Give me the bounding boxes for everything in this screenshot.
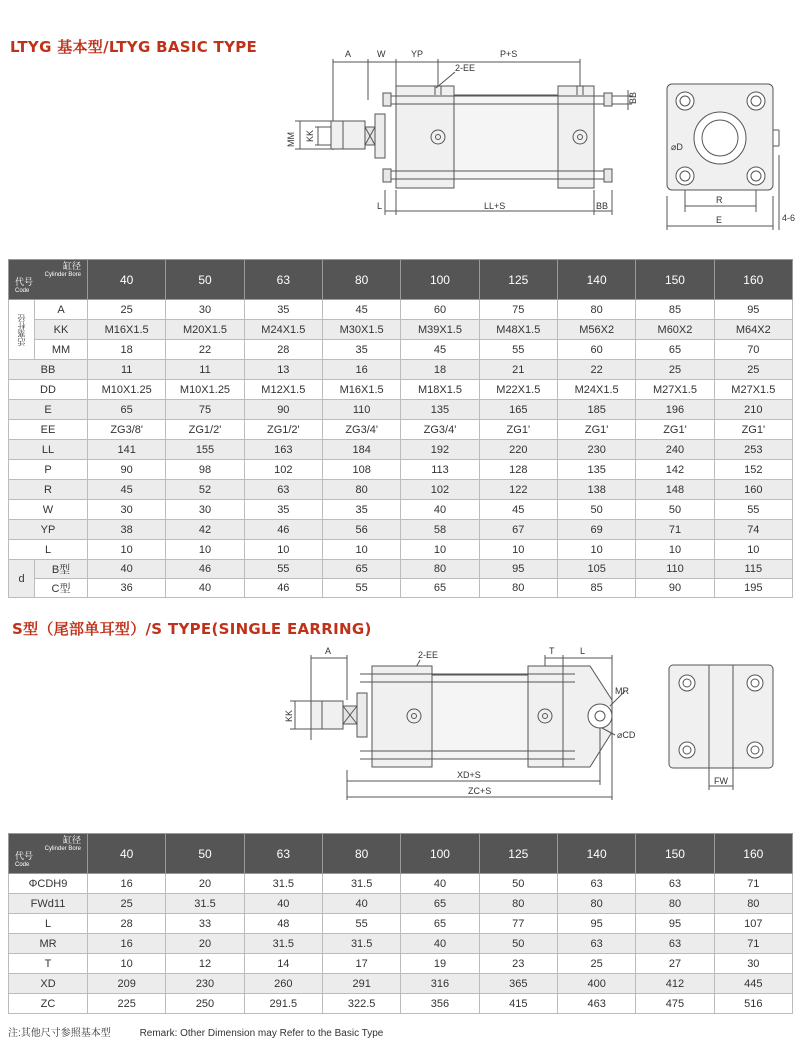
table-cell: M22X1.5 bbox=[479, 380, 557, 400]
table-cell: 102 bbox=[244, 460, 322, 480]
dim-P-S: P+S bbox=[500, 49, 518, 59]
table-cell: 138 bbox=[557, 480, 635, 500]
bore-header: 50 bbox=[166, 834, 244, 874]
table-cell: 30 bbox=[714, 954, 792, 974]
bore-header: 140 bbox=[557, 260, 635, 300]
table-cell: 415 bbox=[479, 994, 557, 1014]
row-code: L bbox=[9, 914, 88, 934]
table-cell: 10 bbox=[714, 540, 792, 560]
table-cell: 18 bbox=[88, 340, 166, 360]
row-code: YP bbox=[9, 520, 88, 540]
table-cell: 412 bbox=[636, 974, 714, 994]
remark-en: Remark: Other Dimension may Refer to the Basic Type bbox=[139, 1028, 384, 1039]
table-cell: 20 bbox=[166, 874, 244, 894]
table-cell: 185 bbox=[557, 400, 635, 420]
bore-header: 63 bbox=[244, 834, 322, 874]
table-cell: 291.5 bbox=[244, 994, 322, 1014]
table-cell: 14 bbox=[244, 954, 322, 974]
table-cell: 31.5 bbox=[322, 874, 400, 894]
table-row bbox=[9, 994, 793, 1014]
table-cell: 322.5 bbox=[322, 994, 400, 1014]
table-cell: 17 bbox=[322, 954, 400, 974]
table-cell: 115 bbox=[714, 560, 792, 579]
table-cell: 45 bbox=[88, 480, 166, 500]
table-cell: 23 bbox=[479, 954, 557, 974]
table2-corner-header: 缸径 Cylinder Bore 代号 Code bbox=[9, 834, 88, 874]
s-dim-XD-S: XD+S bbox=[457, 770, 481, 780]
table-cell: 10 bbox=[401, 540, 479, 560]
table-cell: 77 bbox=[479, 914, 557, 934]
table-cell: 74 bbox=[714, 520, 792, 540]
table-cell: 75 bbox=[479, 300, 557, 320]
table-cell: 30 bbox=[166, 300, 244, 320]
row-code: LL bbox=[9, 440, 88, 460]
table-cell: 31.5 bbox=[166, 894, 244, 914]
rod-diameter-label: 活塞杆径 bbox=[9, 300, 35, 360]
table-cell: 65 bbox=[322, 560, 400, 579]
table-cell: 33 bbox=[166, 914, 244, 934]
table-cell: M10X1.25 bbox=[166, 380, 244, 400]
table-cell: M64X2 bbox=[714, 320, 792, 340]
table-cell: 35 bbox=[244, 300, 322, 320]
table-cell: 291 bbox=[322, 974, 400, 994]
dim-L: L bbox=[377, 201, 383, 211]
table-cell: 22 bbox=[166, 340, 244, 360]
row-code: L bbox=[9, 540, 88, 560]
table-cell: 80 bbox=[401, 560, 479, 579]
table-cell: 80 bbox=[636, 894, 714, 914]
s-type-spec-table bbox=[8, 833, 793, 1014]
table-cell: 10 bbox=[557, 540, 635, 560]
table-cell: 98 bbox=[166, 460, 244, 480]
table-cell: 60 bbox=[557, 340, 635, 360]
table-cell: ZG1' bbox=[479, 420, 557, 440]
s-dim-MR: MR bbox=[615, 686, 629, 696]
table-cell: M27X1.5 bbox=[636, 380, 714, 400]
table-row bbox=[9, 934, 793, 954]
table-cell: 70 bbox=[714, 340, 792, 360]
s-dim-ZC-S: ZC+S bbox=[468, 786, 492, 796]
table-cell: 10 bbox=[479, 540, 557, 560]
bore-header: 40 bbox=[88, 260, 166, 300]
row-code: XD bbox=[9, 974, 88, 994]
table-cell: 260 bbox=[244, 974, 322, 994]
row-code: EE bbox=[9, 420, 88, 440]
table-cell: 42 bbox=[166, 520, 244, 540]
table-cell: 55 bbox=[244, 560, 322, 579]
table-cell: 21 bbox=[479, 360, 557, 380]
s-dim-A: A bbox=[325, 646, 332, 656]
row-code: R bbox=[9, 480, 88, 500]
table-row bbox=[9, 874, 793, 894]
table-cell: ZG1' bbox=[636, 420, 714, 440]
s-dim-FW: FW bbox=[714, 776, 728, 786]
table-cell: 50 bbox=[636, 500, 714, 520]
table-cell: 22 bbox=[557, 360, 635, 380]
row-code: KK bbox=[35, 320, 88, 340]
row-code: B型 bbox=[35, 560, 88, 579]
row-code: FWd11 bbox=[9, 894, 88, 914]
row-code: A bbox=[35, 300, 88, 320]
dim-4-6: 4-6 bbox=[782, 213, 796, 223]
table-cell: 28 bbox=[88, 914, 166, 934]
row-code: W bbox=[9, 500, 88, 520]
table-cell: 400 bbox=[557, 974, 635, 994]
table-cell: 148 bbox=[636, 480, 714, 500]
table-cell: 50 bbox=[479, 874, 557, 894]
table-cell: ZG1' bbox=[557, 420, 635, 440]
table-cell: 63 bbox=[244, 480, 322, 500]
dim-R: R bbox=[716, 195, 723, 205]
table-cell: 46 bbox=[244, 520, 322, 540]
table-cell: 45 bbox=[479, 500, 557, 520]
table-cell: 55 bbox=[714, 500, 792, 520]
table-cell: 16 bbox=[88, 874, 166, 894]
table-cell: 192 bbox=[401, 440, 479, 460]
table-cell: 30 bbox=[88, 500, 166, 520]
table-cell: M39X1.5 bbox=[401, 320, 479, 340]
table-cell: 90 bbox=[88, 460, 166, 480]
table-cell: M24X1.5 bbox=[557, 380, 635, 400]
table-cell: 80 bbox=[479, 579, 557, 598]
table-cell: 110 bbox=[636, 560, 714, 579]
table-cell: 40 bbox=[166, 579, 244, 598]
table-cell: ZG3/4' bbox=[401, 420, 479, 440]
table-cell: 45 bbox=[322, 300, 400, 320]
table-cell: 65 bbox=[401, 579, 479, 598]
table-cell: ZG3/4' bbox=[322, 420, 400, 440]
table-cell: 11 bbox=[88, 360, 166, 380]
table-cell: 196 bbox=[636, 400, 714, 420]
row-code: C型 bbox=[35, 579, 88, 598]
table-cell: 163 bbox=[244, 440, 322, 460]
table-cell: 316 bbox=[401, 974, 479, 994]
table-cell: 475 bbox=[636, 994, 714, 1014]
table-cell: M16X1.5 bbox=[88, 320, 166, 340]
dim-BB: BB bbox=[628, 91, 638, 104]
table-cell: 356 bbox=[401, 994, 479, 1014]
table-cell: 209 bbox=[88, 974, 166, 994]
dim-EE: 2-EE bbox=[455, 63, 476, 73]
bore-header: 100 bbox=[401, 834, 479, 874]
table-cell: 40 bbox=[244, 894, 322, 914]
table-row bbox=[9, 954, 793, 974]
table-cell: 463 bbox=[557, 994, 635, 1014]
table-cell: 105 bbox=[557, 560, 635, 579]
bore-header: 160 bbox=[714, 260, 792, 300]
table-cell: 25 bbox=[88, 894, 166, 914]
table-cell: 65 bbox=[88, 400, 166, 420]
table-cell: 27 bbox=[636, 954, 714, 974]
row-code: E bbox=[9, 400, 88, 420]
table-cell: 90 bbox=[636, 579, 714, 598]
table-cell: 10 bbox=[244, 540, 322, 560]
table-cell: 80 bbox=[557, 300, 635, 320]
table-cell: 18 bbox=[401, 360, 479, 380]
table-cell: M20X1.5 bbox=[166, 320, 244, 340]
table-cell: 71 bbox=[714, 934, 792, 954]
table-cell: 55 bbox=[479, 340, 557, 360]
table-cell: 107 bbox=[714, 914, 792, 934]
dim-D: ⌀D bbox=[671, 142, 683, 152]
table-cell: 230 bbox=[166, 974, 244, 994]
table-cell: ZG3/8' bbox=[88, 420, 166, 440]
table-cell: 35 bbox=[322, 500, 400, 520]
table-cell: 20 bbox=[166, 934, 244, 954]
table-cell: ZG1/2' bbox=[166, 420, 244, 440]
row-code: T bbox=[9, 954, 88, 974]
table-cell: ZG1/2' bbox=[244, 420, 322, 440]
table-cell: 10 bbox=[166, 540, 244, 560]
table-cell: 25 bbox=[636, 360, 714, 380]
row-code: ΦCDH9 bbox=[9, 874, 88, 894]
table-cell: M10X1.25 bbox=[88, 380, 166, 400]
table-cell: 63 bbox=[636, 934, 714, 954]
table-cell: 250 bbox=[166, 994, 244, 1014]
row-code: DD bbox=[9, 380, 88, 400]
table-cell: 135 bbox=[557, 460, 635, 480]
remark-cn: 注:其他尺寸参照基本型 bbox=[8, 1028, 111, 1039]
table-cell: 31.5 bbox=[244, 874, 322, 894]
s-dim-CD: ⌀CD bbox=[617, 730, 636, 740]
bore-header: 100 bbox=[401, 260, 479, 300]
remark-note bbox=[8, 1024, 409, 1039]
table-cell: 240 bbox=[636, 440, 714, 460]
bore-header: 80 bbox=[322, 260, 400, 300]
bore-header: 150 bbox=[636, 260, 714, 300]
bore-header: 150 bbox=[636, 834, 714, 874]
table-cell: 225 bbox=[88, 994, 166, 1014]
table-cell: 152 bbox=[714, 460, 792, 480]
bore-header: 63 bbox=[244, 260, 322, 300]
s-dim-KK: KK bbox=[284, 709, 294, 722]
row-code-d: d bbox=[9, 560, 35, 598]
table-cell: 58 bbox=[401, 520, 479, 540]
table-cell: M60X2 bbox=[636, 320, 714, 340]
table-cell: 50 bbox=[557, 500, 635, 520]
table-cell: 142 bbox=[636, 460, 714, 480]
table-cell: 85 bbox=[557, 579, 635, 598]
table-cell: 69 bbox=[557, 520, 635, 540]
table-cell: 25 bbox=[557, 954, 635, 974]
table-cell: 122 bbox=[479, 480, 557, 500]
table-cell: 90 bbox=[244, 400, 322, 420]
table-cell: 10 bbox=[322, 540, 400, 560]
dim-YP: YP bbox=[411, 49, 424, 59]
table-cell: 516 bbox=[714, 994, 792, 1014]
table-cell: 31.5 bbox=[322, 934, 400, 954]
table-cell: 67 bbox=[479, 520, 557, 540]
table-cell: 141 bbox=[88, 440, 166, 460]
table-cell: 80 bbox=[557, 894, 635, 914]
table-cell: 65 bbox=[401, 914, 479, 934]
table-cell: ZG1' bbox=[714, 420, 792, 440]
table-cell: 25 bbox=[714, 360, 792, 380]
s-dim-T: T bbox=[549, 646, 555, 656]
table-cell: 55 bbox=[322, 914, 400, 934]
table-cell: 40 bbox=[401, 934, 479, 954]
bore-header: 160 bbox=[714, 834, 792, 874]
dim-KK: KK bbox=[305, 129, 315, 142]
table-cell: 65 bbox=[401, 894, 479, 914]
table-cell: 113 bbox=[401, 460, 479, 480]
dim-BB-bottom: BB bbox=[596, 201, 609, 211]
table-cell: 210 bbox=[714, 400, 792, 420]
table-cell: M30X1.5 bbox=[322, 320, 400, 340]
table-cell: 253 bbox=[714, 440, 792, 460]
table-cell: 71 bbox=[636, 520, 714, 540]
table-cell: 80 bbox=[479, 894, 557, 914]
table-cell: 12 bbox=[166, 954, 244, 974]
bore-header: 80 bbox=[322, 834, 400, 874]
table-cell: 75 bbox=[166, 400, 244, 420]
dim-W: W bbox=[377, 49, 386, 59]
table-cell: 35 bbox=[322, 340, 400, 360]
s-dim-EE: 2-EE bbox=[418, 650, 439, 660]
table-cell: 95 bbox=[557, 914, 635, 934]
table-cell: M56X2 bbox=[557, 320, 635, 340]
table-cell: 52 bbox=[166, 480, 244, 500]
table-cell: 95 bbox=[636, 914, 714, 934]
table-row bbox=[9, 974, 793, 994]
bore-header: 50 bbox=[166, 260, 244, 300]
dim-E: E bbox=[716, 215, 723, 225]
table-cell: 80 bbox=[714, 894, 792, 914]
table-cell: 128 bbox=[479, 460, 557, 480]
table-cell: 220 bbox=[479, 440, 557, 460]
table-cell: 365 bbox=[479, 974, 557, 994]
table-cell: 48 bbox=[244, 914, 322, 934]
table-cell: 28 bbox=[244, 340, 322, 360]
table-cell: 95 bbox=[479, 560, 557, 579]
table-cell: 65 bbox=[636, 340, 714, 360]
table-cell: 55 bbox=[322, 579, 400, 598]
table-cell: 184 bbox=[322, 440, 400, 460]
table-cell: 165 bbox=[479, 400, 557, 420]
table-cell: 63 bbox=[557, 874, 635, 894]
table-cell: 230 bbox=[557, 440, 635, 460]
table-cell: 56 bbox=[322, 520, 400, 540]
dim-MM: MM bbox=[286, 132, 296, 147]
table-cell: 155 bbox=[166, 440, 244, 460]
table-cell: 45 bbox=[401, 340, 479, 360]
table-cell: 195 bbox=[714, 579, 792, 598]
table-cell: 110 bbox=[322, 400, 400, 420]
row-code: BB bbox=[9, 360, 88, 380]
section-title-s-type: S型（尾部单耳型）/S TYPE(SINGLE EARRING) bbox=[12, 620, 372, 638]
row-code: MR bbox=[9, 934, 88, 954]
table-cell: 445 bbox=[714, 974, 792, 994]
bore-header: 125 bbox=[479, 260, 557, 300]
table-cell: 13 bbox=[244, 360, 322, 380]
row-code: MM bbox=[35, 340, 88, 360]
table-cell: 40 bbox=[322, 894, 400, 914]
table-cell: 16 bbox=[322, 360, 400, 380]
s-dim-L: L bbox=[580, 646, 586, 656]
dim-LL-S: LL+S bbox=[484, 201, 506, 211]
bore-header: 140 bbox=[557, 834, 635, 874]
table-cell: M16X1.5 bbox=[322, 380, 400, 400]
table-cell: 40 bbox=[401, 874, 479, 894]
table-cell: 10 bbox=[88, 954, 166, 974]
table-row bbox=[9, 914, 793, 934]
table-cell: 160 bbox=[714, 480, 792, 500]
row-code: P bbox=[9, 460, 88, 480]
table-cell: M12X1.5 bbox=[244, 380, 322, 400]
table-cell: 40 bbox=[88, 560, 166, 579]
table-cell: M24X1.5 bbox=[244, 320, 322, 340]
table-cell: 135 bbox=[401, 400, 479, 420]
table-cell: M48X1.5 bbox=[479, 320, 557, 340]
row-code: ZC bbox=[9, 994, 88, 1014]
table-cell: 38 bbox=[88, 520, 166, 540]
bore-header: 40 bbox=[88, 834, 166, 874]
table-cell: 10 bbox=[88, 540, 166, 560]
bore-header: 125 bbox=[479, 834, 557, 874]
table-cell: 80 bbox=[322, 480, 400, 500]
table-cell: 63 bbox=[636, 874, 714, 894]
table-cell: 10 bbox=[636, 540, 714, 560]
table-cell: 60 bbox=[401, 300, 479, 320]
table-cell: 102 bbox=[401, 480, 479, 500]
table-cell: 25 bbox=[88, 300, 166, 320]
table-cell: 36 bbox=[88, 579, 166, 598]
table-cell: 31.5 bbox=[244, 934, 322, 954]
table-cell: 11 bbox=[166, 360, 244, 380]
table-cell: 46 bbox=[244, 579, 322, 598]
table1-corner-header: 缸径 Cylinder Bore 代号 Code bbox=[9, 260, 88, 300]
table-cell: 85 bbox=[636, 300, 714, 320]
section-title-basic-type: LTYG 基本型/LTYG BASIC TYPE bbox=[10, 38, 258, 56]
table-cell: 71 bbox=[714, 874, 792, 894]
table-cell: 16 bbox=[88, 934, 166, 954]
table-cell: 40 bbox=[401, 500, 479, 520]
table-cell: 95 bbox=[714, 300, 792, 320]
table-cell: 46 bbox=[166, 560, 244, 579]
table-cell: 63 bbox=[557, 934, 635, 954]
table-cell: 50 bbox=[479, 934, 557, 954]
table-cell: M27X1.5 bbox=[714, 380, 792, 400]
table-cell: 19 bbox=[401, 954, 479, 974]
table-cell: 108 bbox=[322, 460, 400, 480]
dim-A: A bbox=[345, 49, 352, 59]
table-cell: 30 bbox=[166, 500, 244, 520]
table-row bbox=[9, 894, 793, 914]
table-cell: 35 bbox=[244, 500, 322, 520]
table-cell: M18X1.5 bbox=[401, 380, 479, 400]
